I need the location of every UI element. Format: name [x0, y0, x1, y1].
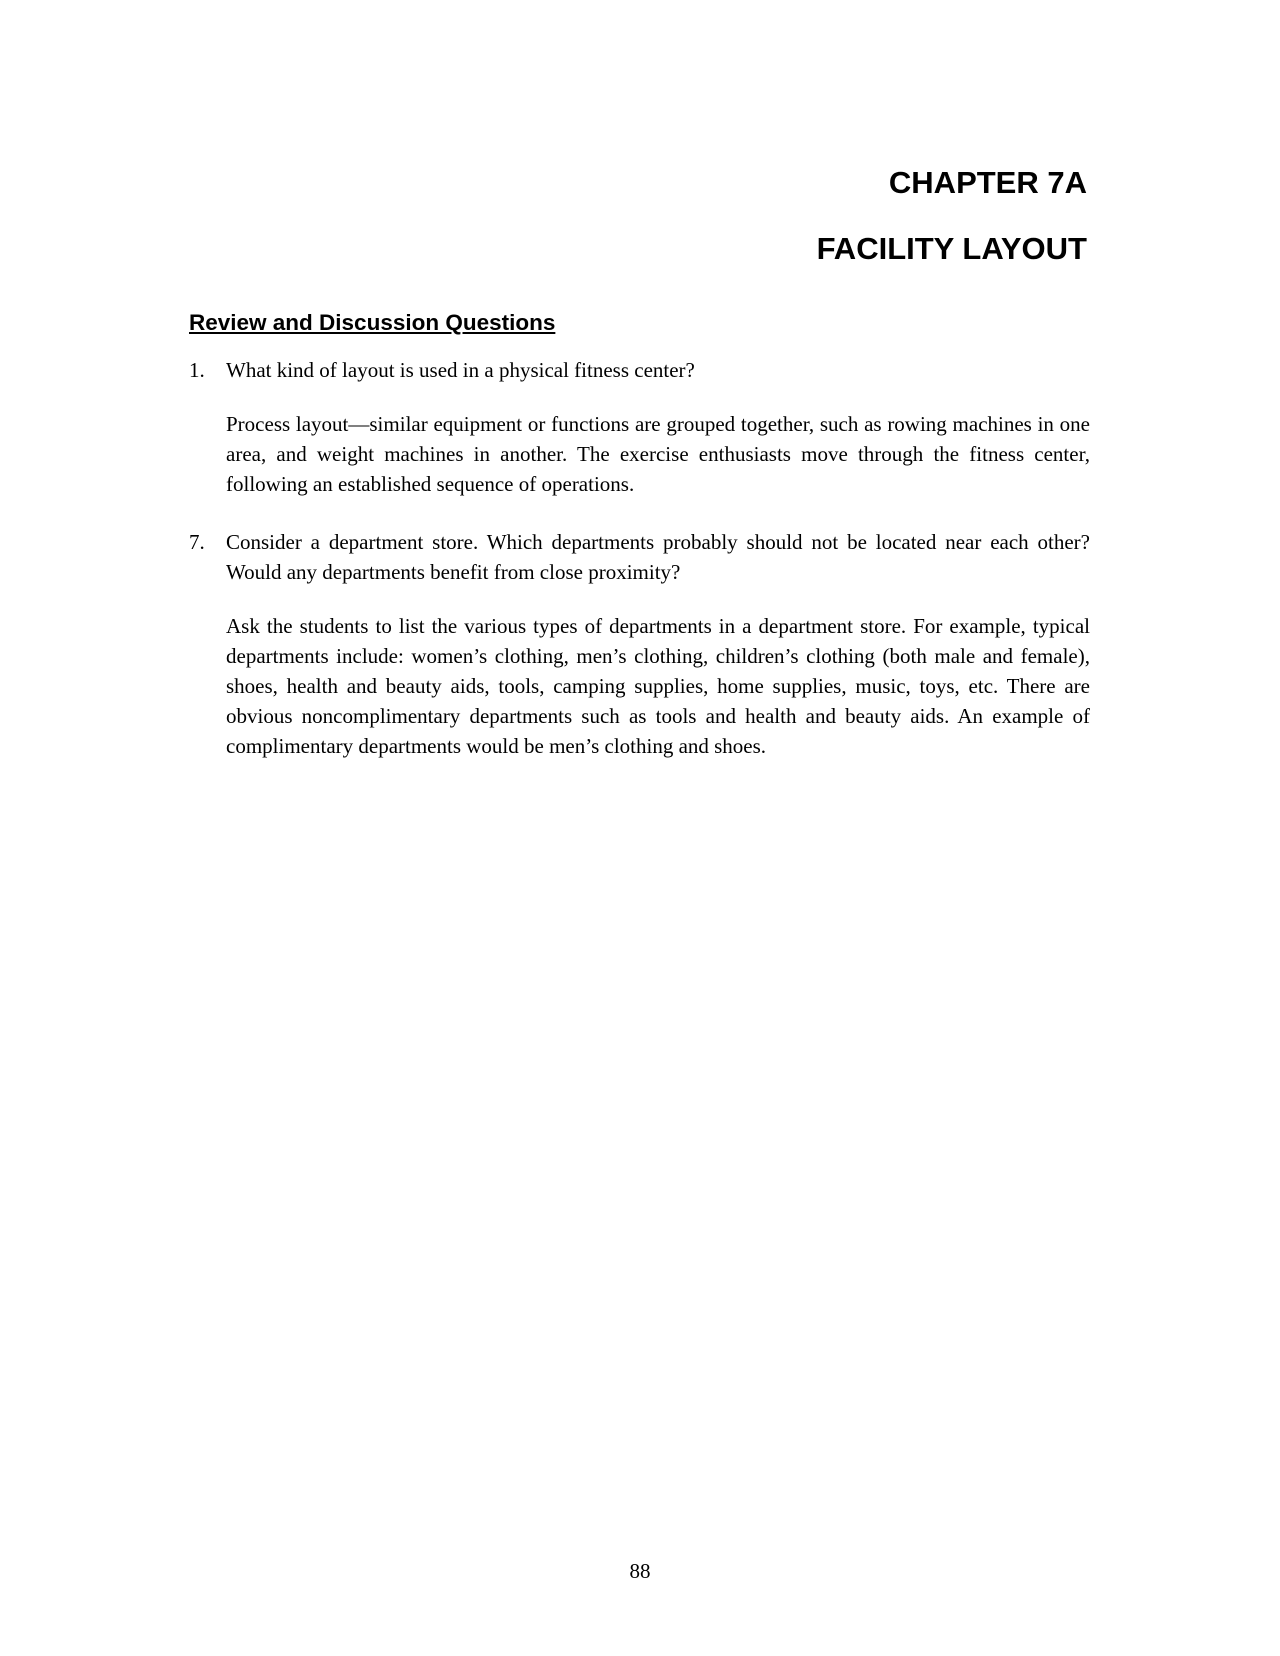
page-number: 88: [629, 1559, 651, 1583]
section-heading: Review and Discussion Questions: [189, 310, 556, 335]
answer-text: Process layout—similar equipment or functions are grouped together, such as rowing machines in one area, and weight machines in another. The exercise enthusiasts move through the fitness center, following an established sequence of operations.: [226, 412, 1090, 496]
question-number: 1.: [189, 358, 205, 382]
question-item: [189, 527, 1090, 761]
answer-text: Ask the students to list the various types of departments in a department store. For example, typical departments include: women’s clothing, men’s clothing, children’s clothing (both male and female), shoes, health and beauty aids, tools, camping supplies, home supplies, music, toys, etc. There are obvious noncomplimentary departments such as tools and health and beauty aids. An example of complimentary departments would be men’s clothing and shoes.: [226, 614, 1090, 758]
chapter-number: CHAPTER 7A: [888, 165, 1087, 200]
question-number: 7.: [189, 530, 205, 554]
question-text: What kind of layout is used in a physical fitness center?: [226, 358, 695, 382]
question-item: [189, 355, 1090, 499]
chapter-title: FACILITY LAYOUT: [816, 231, 1087, 266]
question-text: Consider a department store. Which departments probably should not be located near each other? Would any departments benefit from close proximity?: [226, 530, 1090, 584]
chapter-header: [817, 150, 1087, 282]
